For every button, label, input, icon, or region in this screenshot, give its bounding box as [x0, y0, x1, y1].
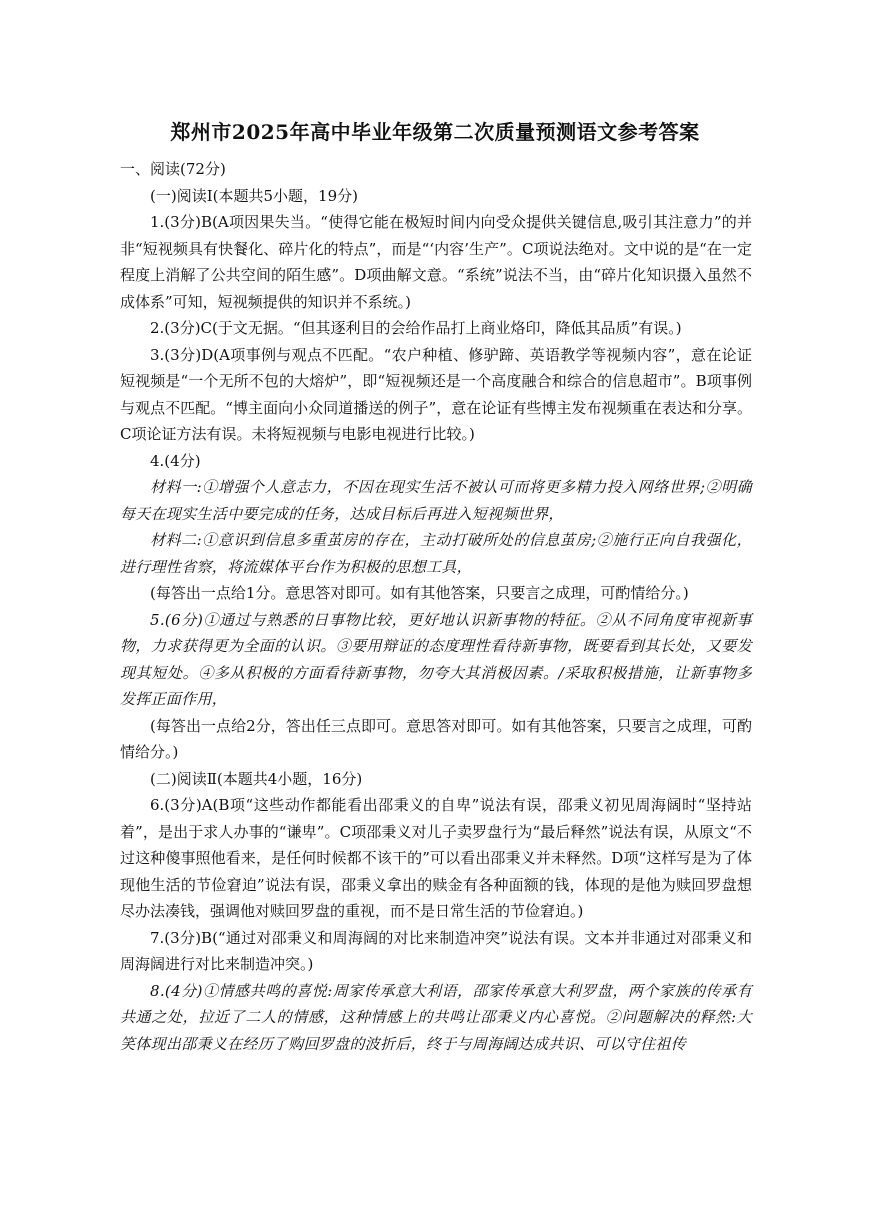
answer-q8: 8.(4分)①情感共鸣的喜悦:周家传承意大利语，邵家传承意大利罗盘，两个家族的传承有共通之处，拉近了二人的情感，这种情感上的共鸣让邵秉义内心喜悦。②问题解决的释然:大笑体现出邵秉义在经历了购回罗盘的波折后，终于与周海阔达成共识、可以守住祖传 — [120, 981, 752, 1053]
section-heading-reading: 一、阅读(72分) — [120, 160, 226, 178]
answer-q7: 7.(3分)B(“通过对邵秉义和周海阔的对比来制造冲突”说法有误。文本并非通过对邵秉义和周海阔进行对比来制造冲突。) — [120, 928, 752, 973]
answer-q3: 3.(3分)D(A项事例与观点不匹配。“农户种植、修驴蹄、英语教学等视频内容”，意在论证短视频是“一个无所不包的大熔炉”，即“短视频还是一个高度融合和综合的信息超市”。B项事例与观点不匹配。“博主面向小众同道播送的例子”，意在论证有些博主发布视频重在表达和分享。C项论证方法有误。未将短视频与电影电视进行比较。) — [120, 345, 752, 443]
subsection-heading-reading-1: (一)阅读Ⅰ(本题共5小题，19分) — [150, 186, 358, 205]
answer-q5: 5.(6分)①通过与熟悉的日事物比较，更好地认识新事物的特征。②从不同角度审视新事物，力求获得更为全面的认识。③要用辩证的态度理性看待新事物，既要看到其长处，又要发现其短处。④多从积极的方面看待新事物，勿夸大其消极因素。/采取积极措施，让新事物多发挥正面作用， — [120, 610, 752, 708]
answer-q4-scoring-note: (每答出一点给1分。意思答对即可。如有其他答案，只要言之成理，可酌情给分。) — [150, 584, 689, 602]
answer-q6: 6.(3分)A(B项“这些动作都能看出邵秉义的自卑”说法有误，邵秉义初见周海阔时“坚持站着”，是出于求人办事的“谦卑”。C项邵秉义对儿子卖罗盘行为“最后释然”说法有误，从原文“不过这种傻事照他看来，是任何时候都不该干的”可以看出邵秉义并未释然。D项“这样写是为了体现他生活的节俭窘迫”说法有误，邵秉义拿出的赎金有各种面额的钱，体现的是他为赎回罗盘想尽办法凑钱，强调他对赎回罗盘的重视，而不是日常生活的节俭窘迫。) — [120, 796, 752, 920]
answer-q1: 1.(3分)B(A项因果失当。“使得它能在极短时间内向受众提供关键信息,吸引其注意力”的并非“短视频具有快餐化、碎片化的特点”，而是“‘内容’生产”。C项说法绝对。文中说的是“在一定程度上消解了公共空间的陌生感”。D项曲解文意。“系统”说法不当，由“碎片化知识摄入虽然不成体系”可知，短视频提供的知识并不系统。) — [120, 213, 752, 311]
page-title: 郑州市2025年高中毕业年级第二次质量预测语文参考答案 — [170, 120, 700, 144]
subsection-heading-reading-2: (二)阅读Ⅱ(本题共4小题，16分) — [150, 769, 363, 788]
answer-q2: 2.(3分)C(于文无据。“但其逐利目的会给作品打上商业烙印，降低其品质”有误。) — [150, 319, 682, 337]
answer-body — [120, 156, 752, 1057]
answer-q4-heading: 4.(4分) — [150, 451, 201, 470]
answer-q4-material-2: 材料二:①意识到信息多重茧房的存在，主动打破所处的信息茧房;②施行正向自我强化，进行理性省察，将流媒体平台作为积极的思想工具， — [120, 531, 752, 576]
answer-q4-material-1: 材料一:①增强个人意志力，不因在现实生活不被认可而将更多精力投入网络世界;②明确每天在现实生活中要完成的任务，达成目标后再进入短视频世界， — [120, 478, 752, 523]
answer-q5-scoring-note: (每答出一点给2分，答出任三点即可。意思答对即可。如有其他答案，只要言之成理，可酌情给分。) — [120, 716, 752, 761]
